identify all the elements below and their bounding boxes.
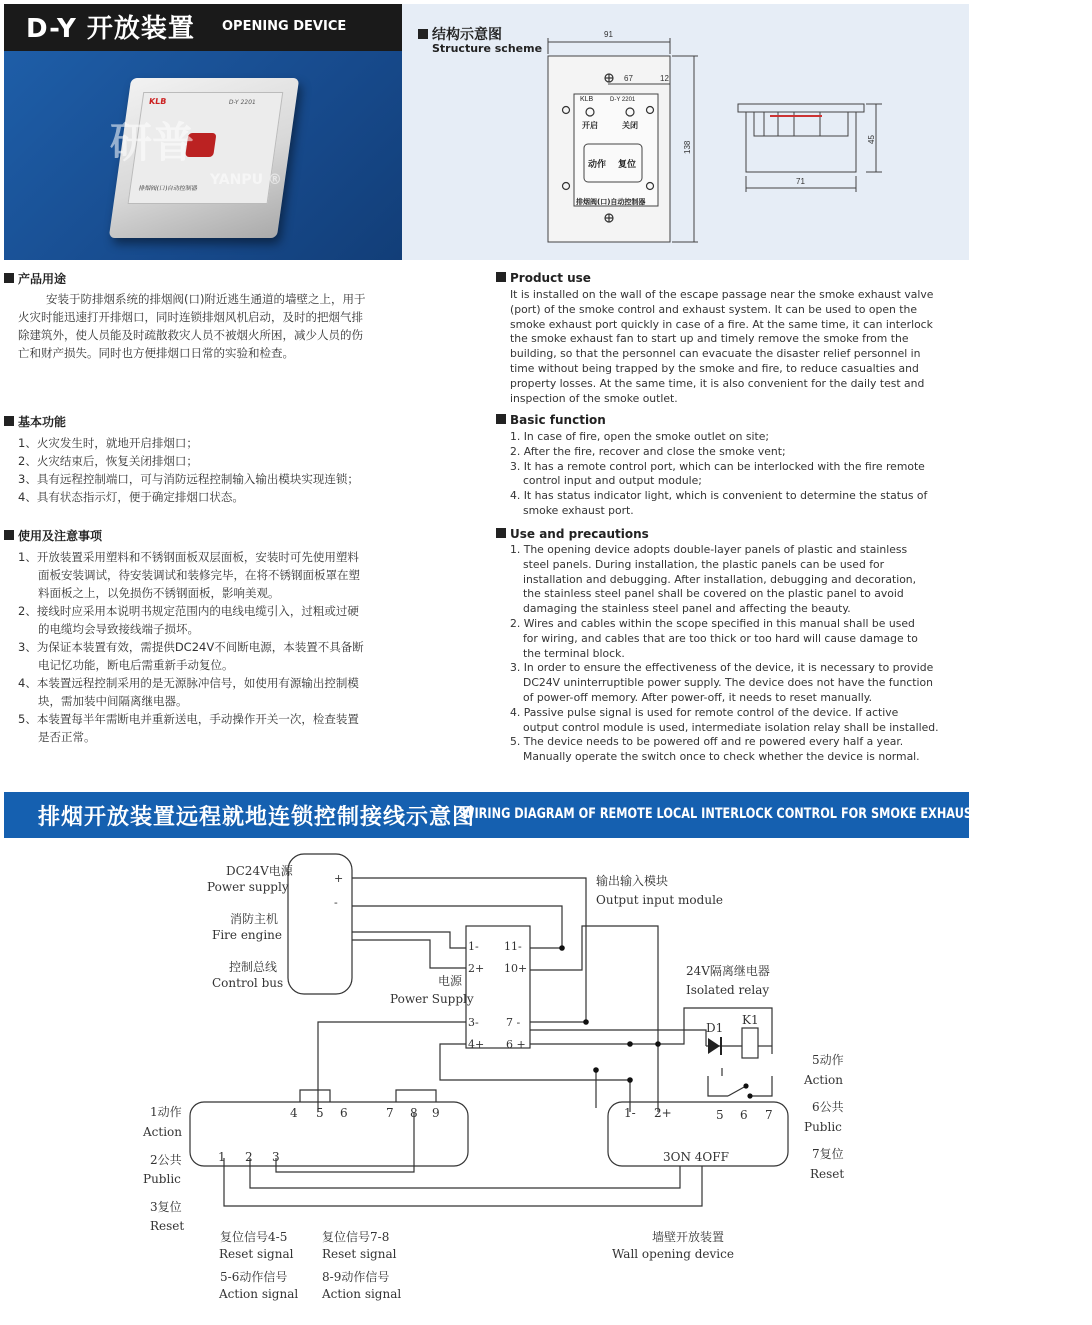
text-line: the stainless steel panel shall be covered on the plastic panel to avoid	[523, 587, 904, 601]
psu-pin-11: 11-	[504, 940, 522, 953]
structure-scheme-drawing	[402, 4, 969, 260]
left-term-5: 5	[316, 1106, 324, 1120]
legend-left-1-en: Action	[143, 1125, 182, 1139]
dc24-label-en: Power supply	[207, 880, 289, 894]
sig-act56-cn: 5-6动作信号	[220, 1270, 288, 1284]
psu-pin-3: 3-	[468, 1016, 479, 1029]
text-line: 2、接线时应采用本说明书规定范围内的电线电缆引入，过粗或过硬	[18, 604, 359, 618]
text-line: 1. The opening device adopts double-layer panels of plastic and stainless	[510, 543, 908, 556]
legend-left-3-en: Reset	[150, 1219, 185, 1233]
en-purpose-heading: Product use	[496, 271, 591, 285]
device-logo: KLB	[148, 97, 167, 106]
psu-label-cn: 电源	[438, 974, 463, 988]
k1-label: K1	[742, 1013, 759, 1027]
text-line: the smoke exhaust fan to start up and timely remove the smoke from the	[510, 332, 909, 346]
legend-right-5-cn: 5动作	[812, 1053, 844, 1067]
d1-label: D1	[706, 1021, 724, 1035]
schematic-subtitle: Structure scheme	[432, 42, 543, 55]
legend-left-2-en: Public	[143, 1172, 181, 1186]
relay-label-cn: 24V隔离继电器	[686, 964, 770, 978]
psu-pin-4: 4+	[468, 1038, 485, 1051]
text-line: 2. Wires and cables within the scope specified in this manual shall be used	[510, 616, 915, 630]
left-term-9: 9	[432, 1106, 440, 1120]
right-term-on-off: 3ON 4OFF	[663, 1150, 729, 1164]
right-term-1: 1-	[624, 1106, 636, 1120]
watermark-cn: 研普	[110, 118, 195, 167]
panel-footer: 排烟阀(口)自动控制器	[576, 198, 646, 206]
cn-func-heading: 基本功能	[4, 413, 66, 430]
io-label-cn: 输出输入模块	[596, 874, 669, 888]
text-line: damaging the stainless steel panel and affecting the beauty.	[523, 602, 851, 616]
legend-right-6-cn: 6公共	[812, 1100, 844, 1114]
panel-action: 动作	[588, 160, 607, 170]
text-line: 电记忆功能，断电后需重新手动复位。	[38, 658, 234, 672]
text-line: installation and debugging. After installation, debugging and decoration,	[523, 572, 917, 586]
sig-act56-en: Action signal	[219, 1287, 299, 1301]
text-line: smoke exhaust port quickly in case of a fire. At the same time, it can interlock	[510, 317, 933, 331]
device-model: D-Y 2201	[228, 99, 257, 106]
text-line: 料面板之上，以免损伤不锈钢面板，影响美观。	[38, 586, 280, 600]
legend-right-7-cn: 7复位	[812, 1147, 844, 1161]
en-func-body	[510, 430, 950, 519]
dc24-label-cn: DC24V电源	[226, 864, 293, 878]
right-term-6: 6	[740, 1108, 748, 1122]
right-term-7: 7	[765, 1108, 773, 1122]
text-line: 2、火灾结束后，恢复关闭排烟口；	[18, 454, 198, 468]
left-term-2: 2	[245, 1150, 253, 1164]
diode-symbol	[708, 1038, 720, 1054]
en-use-body	[510, 543, 950, 765]
cn-purpose-body	[18, 290, 412, 362]
bus-label-cn: 控制总线	[229, 960, 278, 974]
text-line: 是否正常。	[38, 730, 96, 744]
device-label: 排烟阀(口)自动控制器	[138, 185, 198, 192]
panel-close: 关闭	[622, 121, 638, 130]
legend-left-2-cn: 2公共	[150, 1153, 182, 1167]
left-term-7: 7	[386, 1106, 394, 1120]
relay-label-en: Isolated relay	[686, 983, 770, 997]
watermark-en: YANPU ®	[210, 172, 282, 188]
wiring-title-en: WIRING DIAGRAM OF REMOTE LOCAL INTERLOCK CONTROL FOR SMOKE EXHAUST OPENING DEVICE	[462, 806, 1092, 822]
psu-pin-2: 2+	[468, 962, 485, 975]
schematic-title: 结构示意图	[418, 24, 502, 44]
wiring-diagram	[0, 840, 992, 1325]
legend-right-5-en: Action	[804, 1073, 843, 1087]
panel-reset: 复位	[618, 160, 637, 170]
cn-purpose-heading: 产品用途	[4, 270, 66, 287]
right-term-2: 2+	[654, 1106, 672, 1120]
text-line: time without being trapped by the smoke and fire, to reduce casualties and	[510, 361, 919, 375]
fire-label-cn: 消防主机	[230, 912, 279, 926]
left-term-6: 6	[340, 1106, 348, 1120]
text-line: 4、本装置远程控制采用的是无源脉冲信号，如使用有源输出控制模	[18, 676, 359, 690]
text-line: property losses. At the same time, it is also convenient for the daily test and	[510, 376, 925, 390]
text-line: 3. It has a remote control port, which can be interlocked with the fire remote	[510, 459, 925, 473]
text-line: 1. In case of fire, open the smoke outlet on site;	[510, 430, 770, 443]
text-line: the terminal block.	[523, 646, 625, 660]
psu-pin-7: 7 -	[506, 1016, 521, 1029]
cn-use-body	[18, 548, 412, 746]
text-line: 4. It has status indicator light, which is convenient to determine the status of	[510, 489, 928, 503]
legend-right-6-en: Public	[804, 1120, 842, 1134]
text-line: 5、本装置每半年需断电并重新送电，手动操作开关一次，检查装置	[18, 712, 359, 726]
text-line: output control module is used, intermediate isolation relay shall be installed.	[523, 720, 939, 734]
wall-device-label-en: Wall opening device	[612, 1247, 734, 1261]
text-line: (port) of the smoke control and exhaust system. It can be used to open the	[510, 302, 917, 316]
dim-91: 91	[604, 30, 613, 39]
dim-12: 12	[660, 74, 669, 83]
cn-func-body	[18, 434, 412, 506]
text-line: 亡和财产损失。同时也方便排烟口日常的实验和检查。	[18, 346, 294, 360]
text-line: Manually operate the switch once to check whether the device is normal.	[523, 750, 920, 764]
legend-right-7-en: Reset	[810, 1167, 845, 1181]
text-line: 的电缆均会导致接线端子损坏。	[38, 622, 199, 636]
text-line: 3、具有远程控制端口，可与消防远程控制输入输出模块实现连锁；	[18, 472, 359, 486]
text-line: of power-off memory. After power-off, it needs to reset manually.	[523, 690, 873, 704]
sig-act89-en: Action signal	[322, 1287, 402, 1301]
text-line: 1、开放装置采用塑料和不锈钢面板双层面板，安装时可先使用塑料	[18, 550, 359, 564]
text-line: smoke exhaust port.	[523, 503, 634, 517]
psu-pin-6: 6 +	[506, 1038, 526, 1051]
text-line: control input and output module;	[523, 474, 702, 488]
wiring-title-cn: 排烟开放装置远程就地连锁控制接线示意图	[38, 805, 476, 830]
left-term-8: 8	[410, 1106, 418, 1120]
wall-device-left	[190, 1102, 468, 1166]
legend-left-1-cn: 1动作	[150, 1105, 182, 1119]
bus-label-en: Control bus	[212, 976, 284, 990]
legend-left-3-cn: 3复位	[150, 1200, 182, 1214]
text-line: 块，需加装中间隔离继电器。	[38, 694, 188, 708]
en-func-heading: Basic function	[496, 413, 606, 427]
text-line: 火灾时能迅速打开排烟口，同时连锁排烟风机启动，及时的把烟气排	[18, 310, 363, 324]
text-line: 1、火灾发生时，就地开启排烟口；	[18, 436, 198, 450]
text-line: 3. In order to ensure the effectiveness of the device, it is necessary to provide	[510, 661, 934, 675]
text-line: 4、具有状态指示灯，便于确定排烟口状态。	[18, 490, 244, 504]
text-line: 除建筑外，使人员能及时疏散救灾人员不被烟火所困，减少人员的伤	[18, 328, 363, 342]
page-subtitle: OPENING DEVICE	[222, 19, 347, 34]
sig-reset78-en: Reset signal	[322, 1247, 397, 1261]
text-line: 面板安装调试，待安装调试和装修完毕，在将不锈钢面板罩在塑	[38, 568, 360, 582]
text-line: 5. The device needs to be powered off and re powered every half a year.	[510, 735, 904, 749]
fire-label-en: Fire engine	[212, 928, 282, 942]
text-line: 2. After the fire, recover and close the smoke vent;	[510, 444, 786, 458]
text-line: 安装于防排烟系统的排烟阀(口)附近逃生通道的墙壁之上，用于	[46, 292, 366, 306]
sig-reset45-en: Reset signal	[219, 1247, 294, 1261]
plus-mark: +	[334, 872, 344, 885]
dim-45: 45	[867, 135, 876, 144]
psu-label-en: Power Supply	[390, 992, 474, 1006]
psu-pin-10: 10+	[504, 962, 528, 975]
cn-use-heading: 使用及注意事项	[4, 527, 102, 544]
dim-71: 71	[796, 177, 805, 186]
page-title: D-Y 开放装置	[26, 14, 195, 44]
en-use-heading: Use and precautions	[496, 527, 649, 541]
wall-device-label-cn: 墙壁开放装置	[652, 1230, 725, 1244]
panel-model: D-Y 2201	[610, 97, 636, 103]
io-label-en: Output input module	[596, 893, 724, 907]
text-line: 3、为保证本装置有效，需提供DC24V不间断电源，本装置不具备断	[18, 640, 364, 654]
text-line: 4. Passive pulse signal is used for remote control of the device. If active	[510, 705, 899, 719]
sig-reset45-cn: 复位信号4-5	[220, 1230, 288, 1244]
en-purpose-body	[510, 288, 950, 406]
panel-open: 开启	[582, 121, 598, 130]
text-line: building, so that the personnel can evacuate the disaster relief personnel in	[510, 347, 921, 361]
minus-mark: -	[334, 896, 338, 909]
psu-pin-1: 1-	[468, 940, 479, 953]
left-term-1: 1	[218, 1150, 226, 1164]
left-term-4: 4	[290, 1106, 298, 1120]
left-term-3: 3	[272, 1150, 280, 1164]
text-line: steel panels. During installation, the plastic panels can be used for	[523, 557, 885, 571]
dim-67: 67	[624, 74, 633, 83]
dim-138: 138	[683, 140, 692, 154]
panel-brand: KLB	[580, 96, 594, 103]
text-line: inspection of the smoke outlet.	[510, 391, 678, 405]
text-line: DC24V uninterruptible power supply. The device does not have the function	[523, 676, 933, 690]
sig-reset78-cn: 复位信号7-8	[322, 1230, 390, 1244]
right-term-5: 5	[716, 1108, 724, 1122]
sig-act89-cn: 8-9动作信号	[322, 1270, 390, 1284]
text-line: for wiring, and cables that are too thick or too hard will cause damage to	[523, 631, 918, 645]
text-line: It is installed on the wall of the escape passage near the smoke exhaust valve	[510, 288, 934, 301]
